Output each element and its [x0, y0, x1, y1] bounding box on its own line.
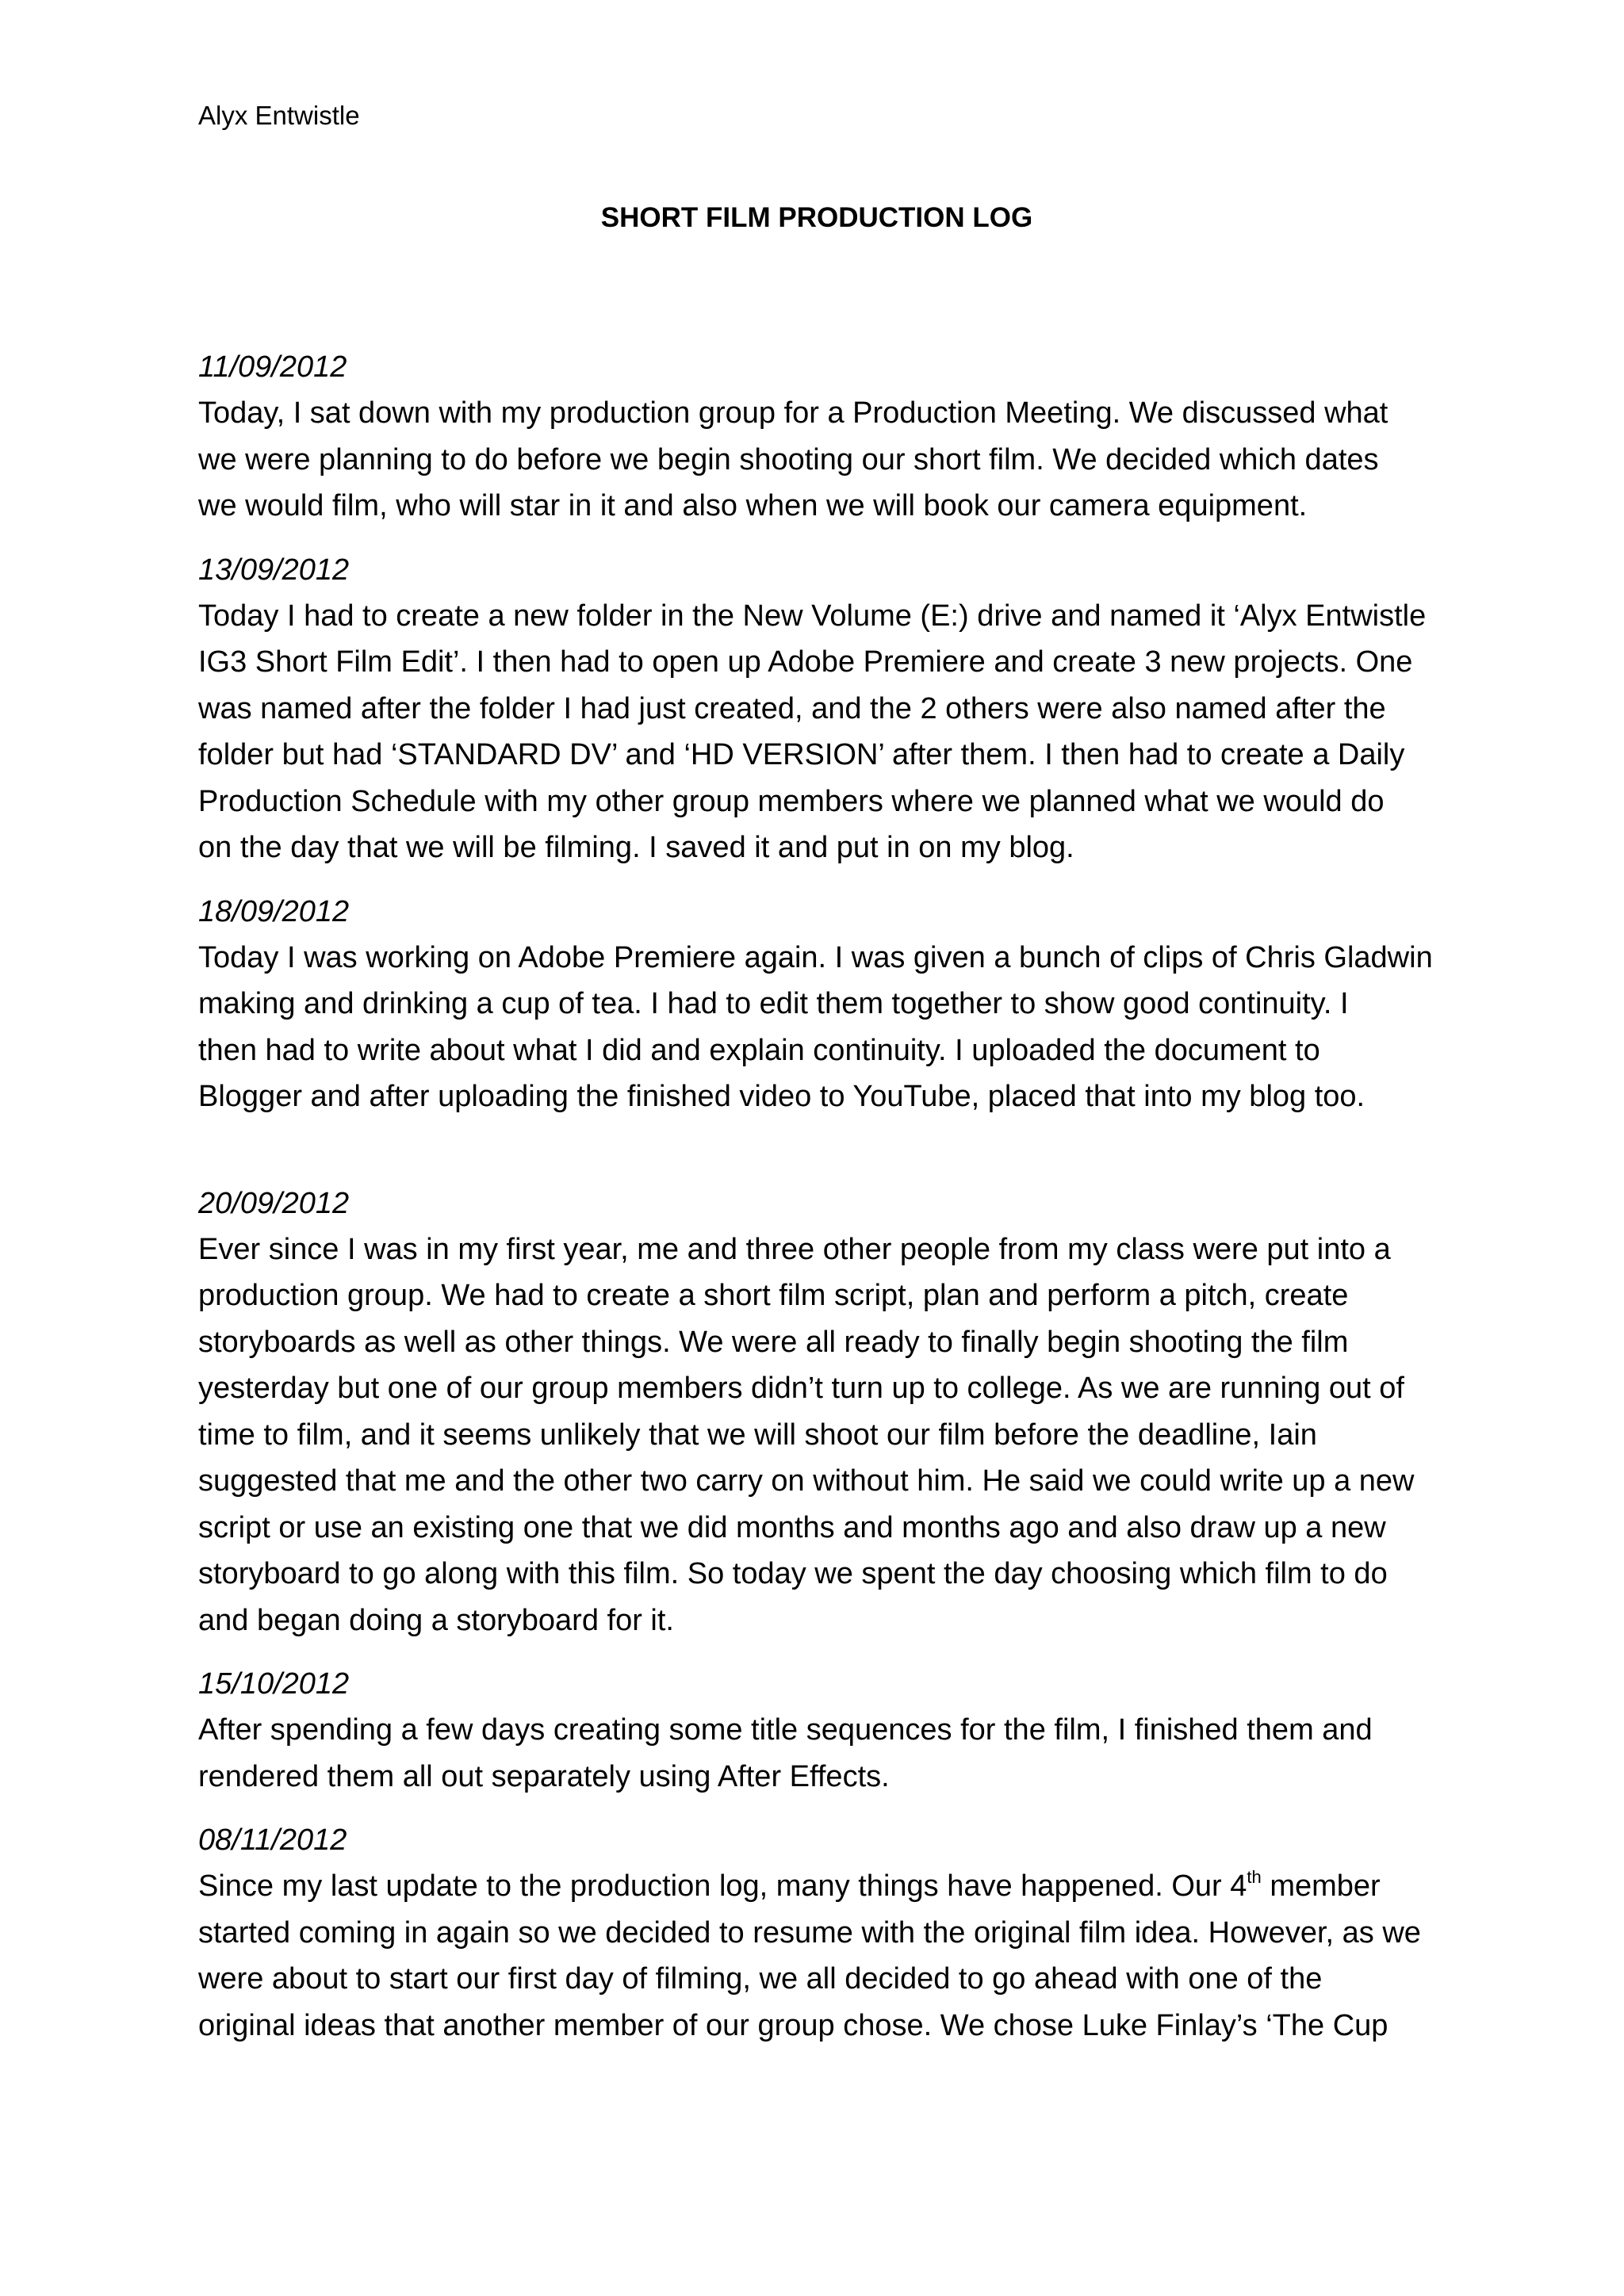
- entry-line: storyboard to go along with this film. So today we spent the day choosing which film to do: [198, 1557, 1388, 1590]
- entry-line: folder but had ‘STANDARD DV’ and ‘HD VERSION’ after them. I then had to create a Daily: [198, 738, 1405, 771]
- entry-line: Today I was working on Adobe Premiere again. I was given a bunch of clips of Chris Gladwin: [198, 940, 1433, 974]
- entry-text: [198, 1226, 1451, 1644]
- entry-text: [198, 935, 1451, 1120]
- entry-line: [198, 1863, 1451, 1910]
- entry-line: Production Schedule with my other group members where we planned what we would do: [198, 784, 1385, 818]
- entry-line: time to film, and it seems unlikely that we will shoot our film before the deadline, Iain: [198, 1418, 1317, 1452]
- entry-line-start: Since my last update to the production log, many things have happened. Our 4: [198, 1869, 1247, 1903]
- entry-line: storyboards as well as other things. We were all ready to finally begin shooting the film: [198, 1325, 1349, 1359]
- entry-line: we would film, who will star in it and also when we will book our camera equipment.: [198, 489, 1308, 522]
- entry-line: Blogger and after uploading the finished video to YouTube, placed that into my blog too.: [198, 1080, 1365, 1113]
- entry-line: on the day that we will be filming. I saved it and put in on my blog.: [198, 831, 1074, 864]
- entry-line: Today, I sat down with my production group for a Production Meeting. We discussed what: [198, 396, 1388, 430]
- entry-line: were about to start our first day of filming, we all decided to go ahead with one of the: [198, 1962, 1323, 1996]
- entry-date: 18/09/2012: [198, 894, 350, 928]
- log-entry: [198, 1817, 1451, 2049]
- log-entry: [198, 344, 1451, 530]
- entry-text: [198, 1863, 1451, 2049]
- entry-line: original ideas that another member of our group chose. We chose Luke Finlay’s ‘The Cup: [198, 2008, 1388, 2042]
- entry-line: and began doing a storyboard for it.: [198, 1603, 674, 1637]
- entry-line: Today I had to create a new folder in the New Volume (E:) drive and named it ‘Alyx Entwistle: [198, 599, 1427, 633]
- entry-line: script or use an existing one that we did months and months ago and also draw up a new: [198, 1510, 1386, 1544]
- entry-line: suggested that me and the other two carry on without him. He said we could write up a new: [198, 1464, 1415, 1498]
- entry-line: started coming in again so we decided to resume with the original film idea. However, as we: [198, 1915, 1421, 1950]
- entry-line: production group. We had to create a short film script, plan and perform a pitch, create: [198, 1279, 1349, 1312]
- entry-line: then had to write about what I did and explain continuity. I uploaded the document to: [198, 1033, 1320, 1067]
- entry-date: 20/09/2012: [198, 1186, 350, 1220]
- document-title: SHORT FILM PRODUCTION LOG: [600, 202, 1033, 233]
- entry-date: 11/09/2012: [198, 350, 347, 384]
- entry-line: IG3 Short Film Edit’. I then had to open up Adobe Premiere and create 3 new projects. One: [198, 645, 1413, 679]
- ordinal-suffix: th: [1247, 1867, 1262, 1888]
- author-name: Alyx Entwistle: [198, 101, 360, 130]
- log-entry: [198, 1181, 1451, 1644]
- log-entry: [198, 1661, 1451, 1800]
- entry-line: Ever since I was in my first year, me and three other people from my class were put into a: [198, 1232, 1391, 1266]
- entry-line: was named after the folder I had just created, and the 2 others were also named after the: [198, 691, 1386, 725]
- entry-line: making and drinking a cup of tea. I had to edit them together to show good continuity. I: [198, 987, 1349, 1020]
- entry-line: After spending a few days creating some title sequences for the film, I finished them and: [198, 1713, 1373, 1747]
- entry-line: we were planning to do before we begin shooting our short film. We decided which dates: [198, 442, 1379, 476]
- entry-text: [198, 593, 1451, 871]
- entry-text: [198, 390, 1451, 530]
- entry-date: 08/11/2012: [198, 1823, 347, 1857]
- log-entries: [198, 344, 1451, 2066]
- entry-text: [198, 1707, 1451, 1800]
- entry-line-end: member: [1261, 1869, 1381, 1903]
- entry-date: 15/10/2012: [198, 1667, 350, 1701]
- entry-line: yesterday but one of our group members didn’t turn up to college. As we are running out of: [198, 1372, 1404, 1405]
- entry-date: 13/09/2012: [198, 553, 350, 587]
- entry-line: rendered them all out separately using After Effects.: [198, 1759, 890, 1793]
- log-entry: [198, 547, 1451, 871]
- log-entry: [198, 889, 1451, 1120]
